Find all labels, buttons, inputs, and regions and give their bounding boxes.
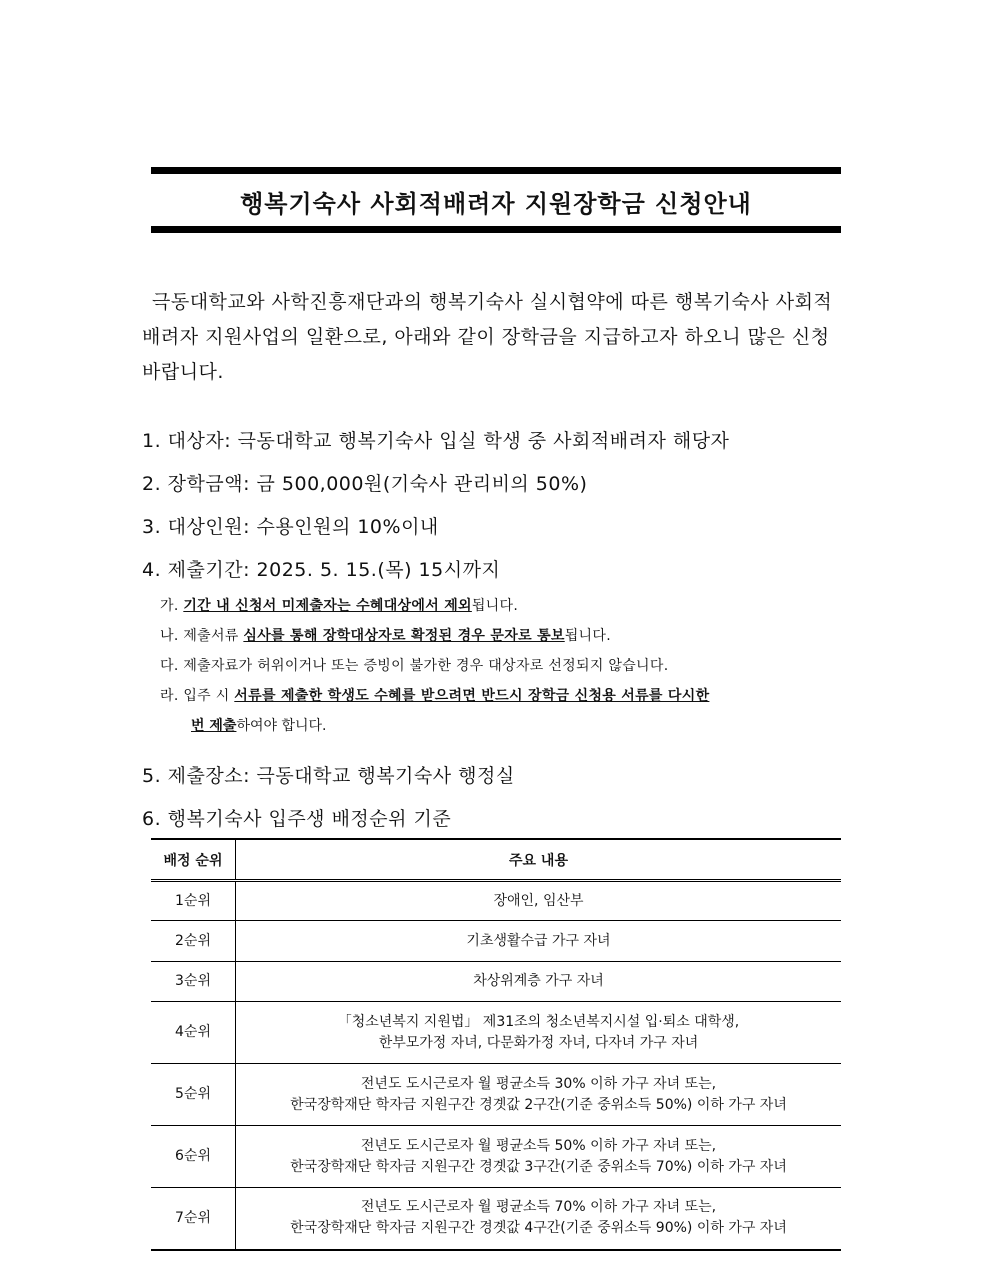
content-line: 전년도 도시근로자 월 평균소득 70% 이하 가구 자녀 또는, xyxy=(360,1199,717,1216)
note-ra-emphasis: 서류를 제출한 학생도 수혜를 받으려면 반드시 장학금 신청용 서류를 다시한 xyxy=(234,688,710,704)
item-target: 1. 대상자: 극동대학교 행복기숙사 입실 학생 중 사회적배려자 해당자 xyxy=(142,430,730,452)
item-amount: 2. 장학금액: 금 500,000원(기숙사 관리비의 50%) xyxy=(142,473,588,495)
table-row xyxy=(151,1002,841,1064)
content-line: 기초생활수급 가구 자녀 xyxy=(466,932,611,949)
note-ra-continued xyxy=(191,715,327,735)
rank-cell: 6순위 xyxy=(151,1126,236,1188)
content-line: 장애인, 임산부 xyxy=(493,892,584,909)
content-line: 「청소년복지 지원법」 제31조의 청소년복지시설 입·퇴소 대학생, xyxy=(337,1013,740,1030)
content-cell xyxy=(236,881,842,921)
content-cell xyxy=(236,921,842,962)
note-ga-prefix: 가. xyxy=(160,598,184,614)
rank-cell: 5순위 xyxy=(151,1064,236,1126)
table-row xyxy=(151,1188,841,1250)
content-cell xyxy=(236,1002,842,1064)
item-count: 3. 대상인원: 수용인원의 10%이내 xyxy=(142,516,439,538)
priority-table xyxy=(151,838,841,1251)
content-cell xyxy=(236,1126,842,1188)
header-rank: 배정 순위 xyxy=(151,839,236,881)
note-na xyxy=(160,625,611,645)
content-line: 한국장학재단 학자금 지원구간 경곗값 2구간(기준 중위소득 50%) 이하 가구 자녀 xyxy=(290,1096,787,1113)
content-cell xyxy=(236,1064,842,1126)
content-line: 한국장학재단 학자금 지원구간 경곗값 4구간(기준 중위소득 90%) 이하 가구 자녀 xyxy=(290,1220,787,1237)
note-ra-prefix: 라. 입주 시 xyxy=(160,688,235,704)
content-cell xyxy=(236,1188,842,1250)
note-na-prefix: 나. 제출서류 xyxy=(160,628,244,644)
note-ga-emphasis: 기간 내 신청서 미제출자는 수혜대상에서 제외 xyxy=(183,598,472,614)
content-cell xyxy=(236,962,842,1002)
note-na-emphasis: 심사를 통해 장학대상자로 확정된 경우 문자로 통보 xyxy=(243,628,565,644)
content-line: 전년도 도시근로자 월 평균소득 30% 이하 가구 자녀 또는, xyxy=(360,1075,717,1092)
item-period: 4. 제출기간: 2025. 5. 15.(목) 15시까지 xyxy=(142,559,501,581)
table-header-row xyxy=(151,839,841,881)
item-place: 5. 제출장소: 극동대학교 행복기숙사 행정실 xyxy=(142,765,515,787)
content-line: 차상위계층 가구 자녀 xyxy=(473,973,604,989)
note-ra-suffix: 하여야 합니다. xyxy=(236,718,327,734)
table-row xyxy=(151,881,841,921)
intro-paragraph: 극동대학교와 사학진흥재단과의 행복기숙사 실시협약에 따른 행복기숙사 사회적 배려자 지원사업의 일환으로, 아래와 같이 장학금을 지급하고자 하오니 많은 신청 바랍니다. xyxy=(142,291,833,383)
page-title: 행복기숙사 사회적배려자 지원장학금 신청안내 xyxy=(240,190,752,218)
note-ra xyxy=(160,685,709,705)
title-bottom-rule xyxy=(151,226,841,233)
table-row xyxy=(151,962,841,1002)
note-da: 다. 제출자료가 허위이거나 또는 증빙이 불가한 경우 대상자로 선정되지 않습니다. xyxy=(160,658,669,674)
rank-cell: 3순위 xyxy=(151,962,236,1002)
header-content: 주요 내용 xyxy=(236,839,842,881)
table-row xyxy=(151,1064,841,1126)
rank-cell: 1순위 xyxy=(151,881,236,921)
title-top-rule xyxy=(151,167,841,174)
note-na-suffix: 됩니다. xyxy=(564,628,611,644)
content-line: 전년도 도시근로자 월 평균소득 50% 이하 가구 자녀 또는, xyxy=(360,1137,717,1154)
note-ra-emphasis-2: 번 제출 xyxy=(191,718,237,734)
rank-cell: 2순위 xyxy=(151,921,236,962)
note-ga xyxy=(160,595,518,615)
rank-cell: 4순위 xyxy=(151,1002,236,1064)
item-criteria: 6. 행복기숙사 입주생 배정순위 기준 xyxy=(142,808,452,830)
rank-cell: 7순위 xyxy=(151,1188,236,1250)
content-line: 한국장학재단 학자금 지원구간 경곗값 3구간(기준 중위소득 70%) 이하 가구 자녀 xyxy=(290,1158,787,1175)
table-row xyxy=(151,1126,841,1188)
content-line: 한부모가정 자녀, 다문화가정 자녀, 다자녀 가구 자녀 xyxy=(378,1034,699,1051)
note-ga-suffix: 됩니다. xyxy=(471,598,519,614)
table-row xyxy=(151,921,841,962)
